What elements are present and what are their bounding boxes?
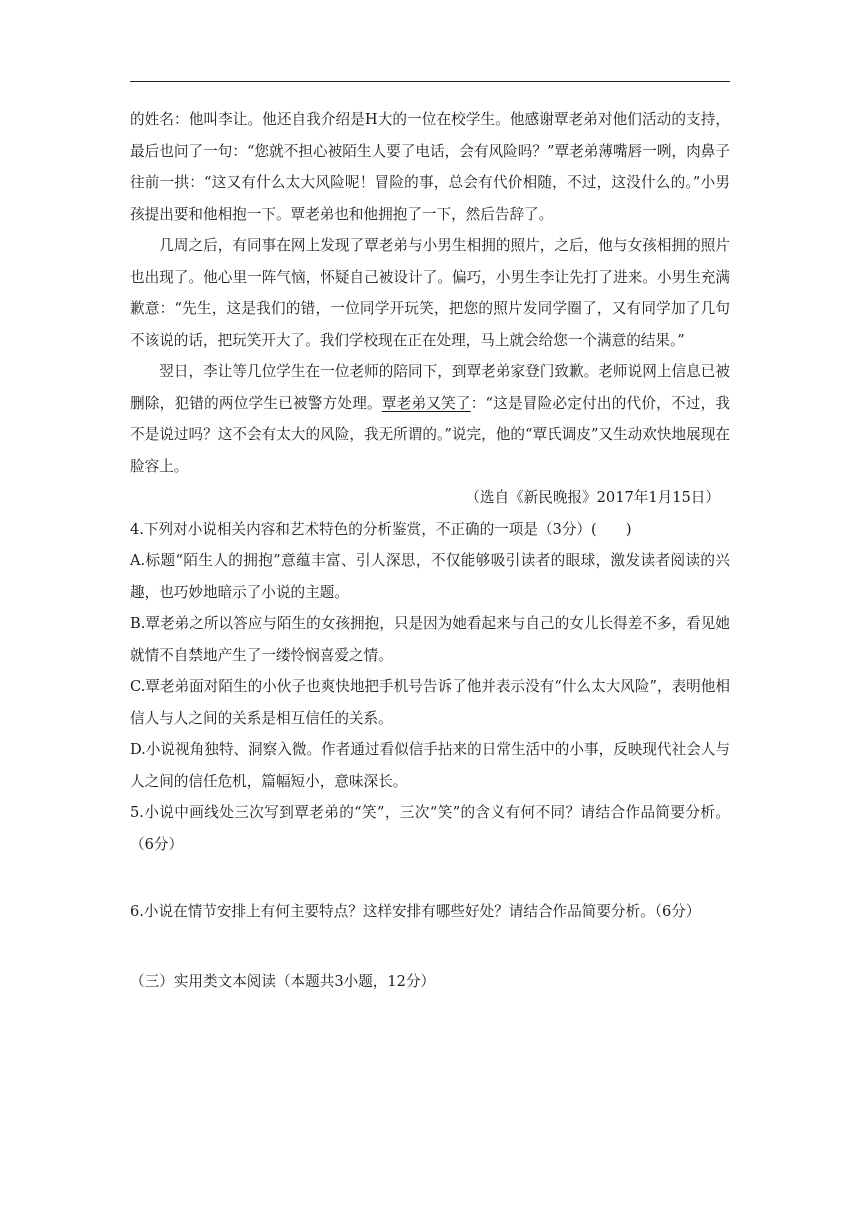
question-4: 4.下列对小说相关内容和艺术特色的分析鉴赏，不正确的一项是（3分）( ) xyxy=(130,520,632,538)
story-paragraph-1: 的姓名：他叫李让。他还自我介绍是H大的一位在校学生。他感谢覃老弟对他们活动的支持，最后也问了一句：“您就不担心被陌生人要了电话，会有风险吗？”覃老弟薄嘴唇一咧，肉鼻子往前一拱：“这又有什么太大风险呢！冒险的事，总会有代价相随，不过，这没什么的。”小男孩提出要和他相抱一下。覃老弟也和他拥抱了一下，然后告辞了。 xyxy=(130,111,730,223)
question-4-option-a: A.标题“陌生人的拥抱”意蕴丰富、引人深思，不仅能够吸引读者的眼球，激发读者阅读的兴趣，也巧妙地暗示了小说的主题。 xyxy=(130,552,730,601)
question-4-option-d: D.小说视角独特、洞察入微。作者通过看似信手拈来的日常生活中的小事，反映现代社会人与人之间的信任危机，篇幅短小，意味深长。 xyxy=(130,741,730,790)
source-citation: （选自《新民晚报》2017年1月15日） xyxy=(465,489,720,506)
question-4-option-b: B.覃老弟之所以答应与陌生的女孩拥抱，只是因为她看起来与自己的女儿长得差不多，看见她就情不自禁地产生了一缕怜悯喜爱之情。 xyxy=(130,615,730,664)
header-rule xyxy=(130,81,730,82)
question-4-option-c: C.覃老弟面对陌生的小伙子也爽快地把手机号告诉了他并表示没有“什么太大风险”，表明他相信人与人之间的关系是相互信任的关系。 xyxy=(130,678,730,727)
paragraph-3-text-before: 翌日，李让等几位学生在一位老师的陪同下，到覃老弟家登门致歉。老师说网上信息已被删除，犯错的两位学生已被警方处理。 xyxy=(130,363,730,412)
section-heading: （三）实用类文本阅读（本题共3小题，12分） xyxy=(130,972,436,990)
story-paragraph-2: 几周之后，有同事在网上发现了覃老弟与小男生相拥的照片，之后，他与女孩相拥的照片也出现了。他心里一阵气恼，怀疑自己被设计了。偏巧，小男生李让先打了进来。小男生充满歉意：“先生，这是我们的错，一位同学开玩笑，把您的照片发同学圈了，又有同学加了几句不该说的话，把玩笑开大了。我们学校现在正在处理，马上就会给您一个满意的结果。” xyxy=(130,237,730,349)
paragraph-3-text-after: ：“这是冒险必定付出的代价，不过，我不是说过吗？这不会有太大的风险，我无所谓的。”说完，他的“覃氏调皮”又生动欢快地展现在脸容上。 xyxy=(130,394,730,475)
story-paragraph-3 xyxy=(130,356,730,482)
question-5: 5.小说中画线处三次写到覃老弟的“笑”，三次“笑”的含义有何不同？请结合作品简要分析。（6分） xyxy=(130,804,730,853)
question-6: 6.小说在情节安排上有何主要特点？这样安排有哪些好处？请结合作品简要分析。（6分） xyxy=(130,903,701,920)
underlined-laugh-phrase: 覃老弟又笑了 xyxy=(381,394,471,412)
document-body xyxy=(130,104,730,997)
